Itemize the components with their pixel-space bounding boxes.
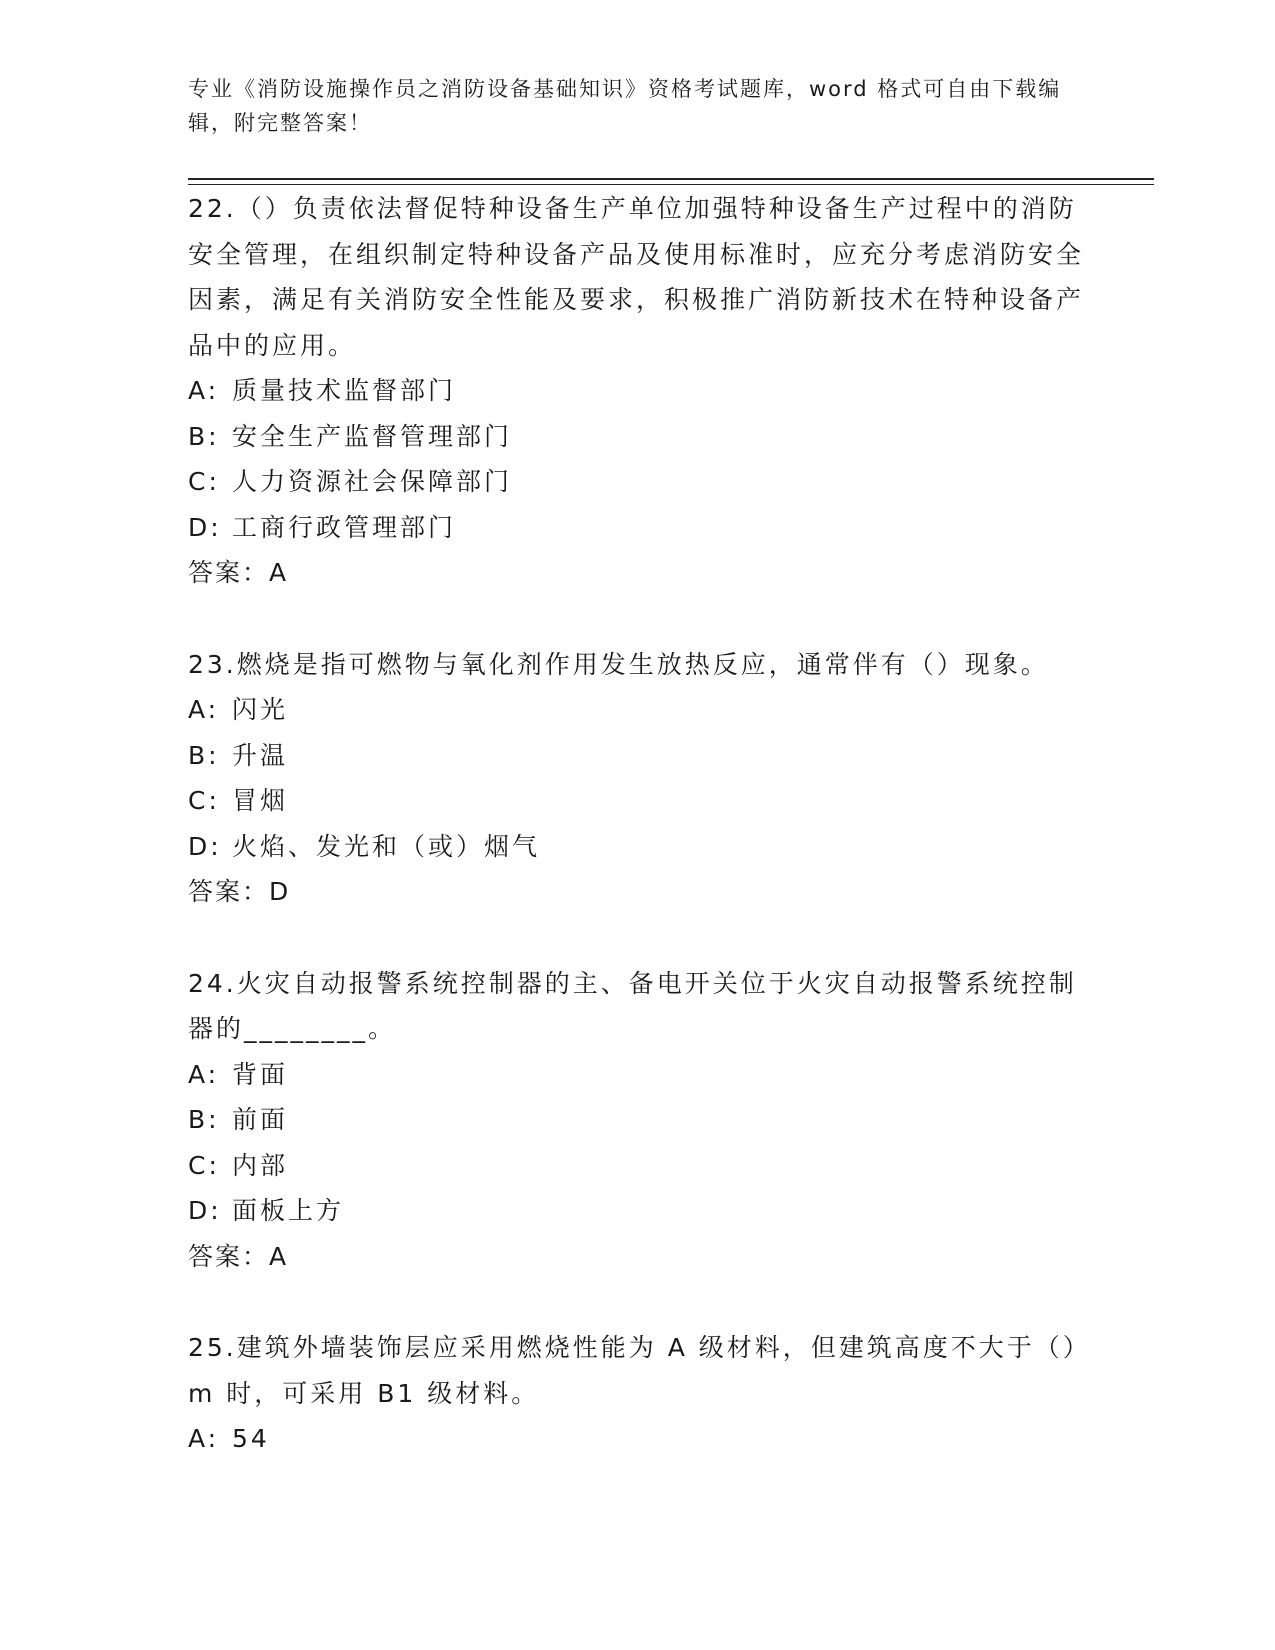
option-key: C:: [188, 786, 220, 815]
option-key: D:: [188, 512, 222, 542]
option-key: C:: [188, 1150, 220, 1180]
option-text: 背面: [232, 1059, 289, 1089]
option-c: [188, 778, 1088, 824]
option-d: [188, 1188, 1088, 1234]
question-stem: 25.建筑外墙装饰层应采用燃烧性能为 A 级材料，但建筑高度不大于（）m 时，可采用 B1 级材料。: [188, 1333, 1079, 1408]
option-key: B:: [188, 740, 220, 770]
question-22: [188, 186, 1088, 596]
option-a: [188, 687, 1088, 733]
option-b: [188, 414, 1088, 460]
question-25: [188, 1325, 1088, 1462]
option-text: 工商行政管理部门: [232, 512, 457, 542]
option-key: D:: [188, 831, 222, 861]
option-text: 闪光: [232, 695, 289, 724]
option-text: 质量技术监督部门: [232, 376, 457, 405]
answer-line: 答案：D: [188, 877, 291, 906]
option-a: [188, 368, 1088, 414]
question-list: [188, 186, 1088, 1462]
answer-line: 答案：A: [188, 1241, 289, 1271]
option-c: [188, 459, 1088, 505]
document-header: 专业《消防设施操作员之消防设备基础知识》资格考试题库，word 格式可自由下载编辑，附完整答案！: [188, 77, 1062, 135]
question-stem: 22.（）负责依法督促特种设备生产单位加强特种设备生产过程中的消防安全管理，在组织制定特种设备产品及使用标准时，应充分考虑消防安全因素，满足有关消防安全性能及要求，积极推广消防新技术在特种设备产品中的应用。: [188, 194, 1085, 360]
question-24: [188, 961, 1088, 1280]
option-key: D:: [188, 1196, 222, 1225]
header-rule-thick: [188, 178, 1154, 180]
option-key: C:: [188, 467, 220, 496]
option-a: [188, 1416, 1088, 1462]
question-stem: 23.燃烧是指可燃物与氧化剂作用发生放热反应，通常伴有（）现象。: [188, 649, 1049, 679]
option-text: 前面: [232, 1105, 289, 1134]
option-text: 人力资源社会保障部门: [232, 467, 513, 496]
option-key: A:: [188, 1424, 220, 1453]
option-d: [188, 505, 1088, 551]
option-text: 内部: [232, 1150, 289, 1180]
option-text: 面板上方: [232, 1196, 345, 1225]
option-text: 54: [232, 1424, 270, 1453]
answer-line: 答案：A: [188, 558, 289, 587]
question-23: [188, 642, 1088, 915]
header-rule-thin: [188, 184, 1154, 185]
option-text: 安全生产监督管理部门: [232, 421, 513, 451]
question-stem: 24.火灾自动报警系统控制器的主、备电开关位于火灾自动报警系统控制器的________。: [188, 968, 1077, 1043]
option-text: 冒烟: [232, 786, 289, 815]
option-c: [188, 1143, 1088, 1189]
option-key: A:: [188, 1059, 220, 1089]
option-b: [188, 1097, 1088, 1143]
option-text: 升温: [232, 740, 289, 770]
option-b: [188, 733, 1088, 779]
option-key: B:: [188, 1105, 220, 1134]
option-d: [188, 824, 1088, 870]
option-key: B:: [188, 421, 220, 451]
option-key: A:: [188, 376, 220, 405]
option-a: [188, 1052, 1088, 1098]
option-text: 火焰、发光和（或）烟气: [232, 831, 541, 861]
option-key: A:: [188, 695, 220, 724]
